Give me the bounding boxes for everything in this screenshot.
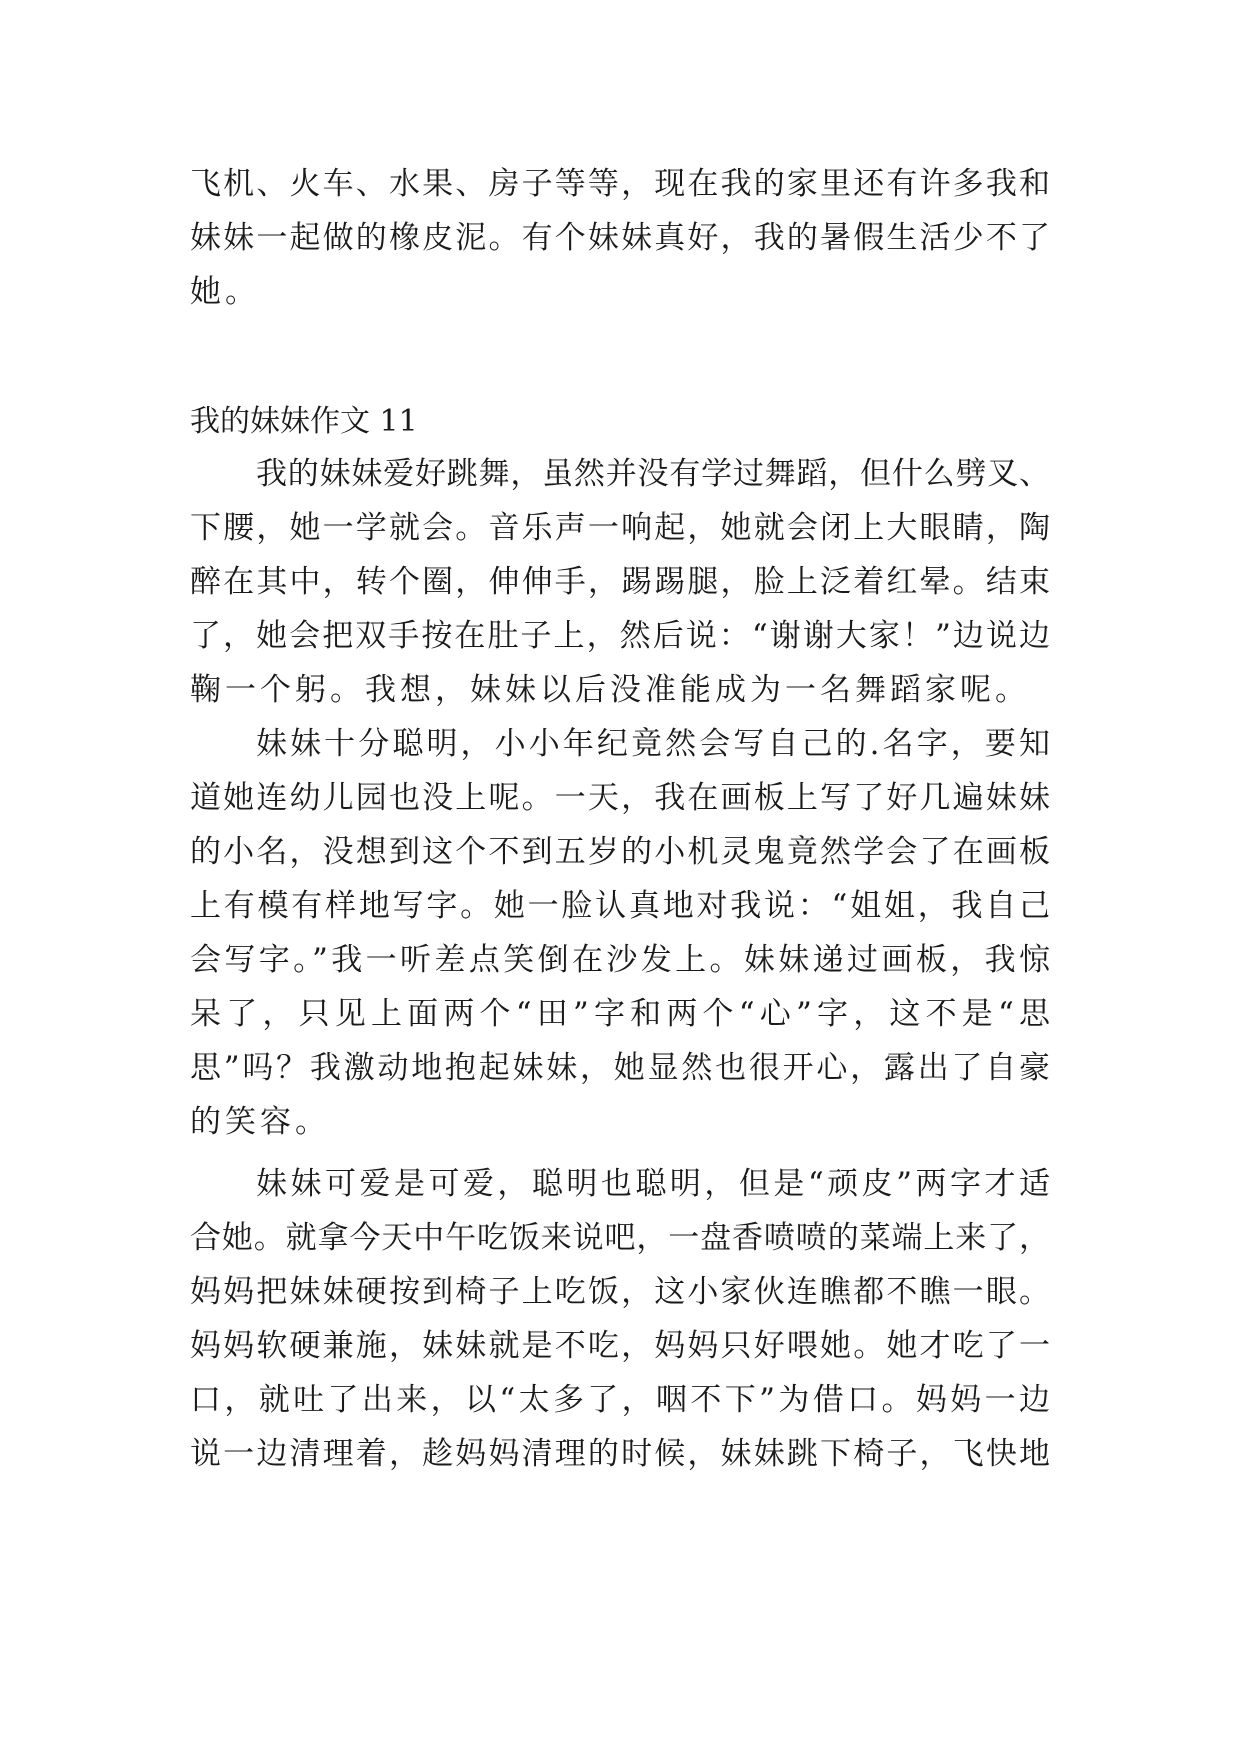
paragraph-line: 上有模有样地写字。她一脸认真地对我说：“姐姐，我自己 <box>190 888 1050 924</box>
intro-line: 飞机、火车、水果、房子等等，现在我的家里还有许多我和 <box>190 166 1050 202</box>
paragraph-line: 鞠一个躬。我想，妹妹以后没准能成为一名舞蹈家呢。 <box>190 672 1030 708</box>
paragraph-line: 了，她会把双手按在肚子上，然后说：“谢谢大家！”边说边 <box>190 618 1050 654</box>
paragraph-line: 下腰，她一学就会。音乐声一响起，她就会闭上大眼睛，陶 <box>190 510 1050 546</box>
paragraph-line: 会写字。”我一听差点笑倒在沙发上。妹妹递过画板，我惊 <box>190 942 1050 978</box>
paragraph-line: 口，就吐了出来，以“太多了，咽不下”为借口。妈妈一边 <box>190 1382 1050 1418</box>
paragraph-line: 醉在其中，转个圈，伸伸手，踢踢腿，脸上泛着红晕。结束 <box>190 564 1050 600</box>
paragraph-line: 妈妈把妹妹硬按到椅子上吃饭，这小家伙连瞧都不瞧一眼。 <box>190 1274 1050 1310</box>
paragraph-line: 妈妈软硬兼施，妹妹就是不吃，妈妈只好喂她。她才吃了一 <box>190 1328 1050 1364</box>
essay-title: 我的妹妹作文 11 <box>190 404 418 439</box>
intro-line: 她。 <box>190 274 260 310</box>
paragraph-line: 呆了，只见上面两个“田”字和两个“心”字，这不是“思 <box>190 996 1050 1032</box>
paragraph-line: 我的妹妹爱好跳舞，虽然并没有学过舞蹈，但什么劈叉、 <box>256 456 1050 492</box>
paragraph-line: 的小名，没想到这个不到五岁的小机灵鬼竟然学会了在画板 <box>190 834 1050 870</box>
paragraph-line: 妹妹十分聪明，小小年纪竟然会写自己的.名字，要知 <box>256 726 1050 762</box>
paragraph-line: 思”吗？我激动地抱起妹妹，她显然也很开心，露出了自豪 <box>190 1050 1050 1086</box>
paragraph-line: 道她连幼儿园也没上呢。一天，我在画板上写了好几遍妹妹 <box>190 780 1050 816</box>
intro-line: 妹妹一起做的橡皮泥。有个妹妹真好，我的暑假生活少不了 <box>190 220 1050 256</box>
paragraph-line: 妹妹可爱是可爱，聪明也聪明，但是“顽皮”两字才适 <box>256 1166 1050 1202</box>
paragraph-line: 的笑容。 <box>190 1104 330 1140</box>
paragraph-line: 合她。就拿今天中午吃饭来说吧，一盘香喷喷的菜端上来了， <box>190 1220 1050 1256</box>
paragraph-line: 说一边清理着，趁妈妈清理的时候，妹妹跳下椅子，飞快地 <box>190 1436 1050 1472</box>
